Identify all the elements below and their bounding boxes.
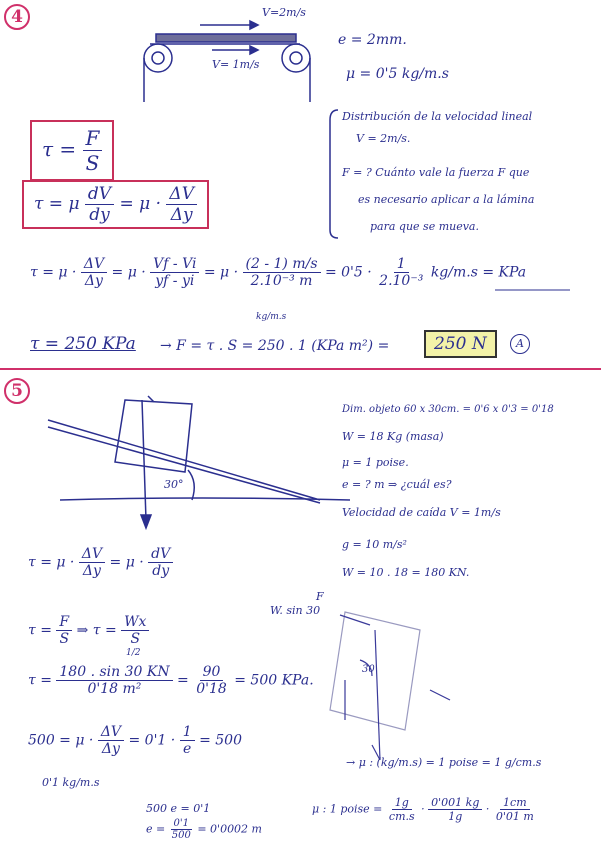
eq1-eq2: = μ · <box>111 264 146 281</box>
unit2-den3: 0'01 m <box>495 810 534 823</box>
data-dimensions: Dim. objeto 60 x 30cm. = 0'6 x 0'3 = 0'18 <box>342 404 554 415</box>
given-thickness: e = 2mm. <box>338 32 407 48</box>
p5-formula-4 <box>28 724 242 757</box>
data-velocity: Velocidad de caída V = 1m/s <box>342 506 501 519</box>
f1-den1: Δy <box>82 563 101 579</box>
box2-mid: = μ · <box>119 194 162 214</box>
eq1-mu: = μ · <box>203 264 239 281</box>
f1-lhs: τ = μ · <box>28 554 75 571</box>
p5-formula-6 <box>146 818 262 841</box>
data-weight-force: W = 10 . 18 = 180 KN. <box>342 566 470 579</box>
given-viscosity: μ = 0'5 kg/m.s <box>346 66 449 82</box>
f2-lhs: τ = <box>28 622 52 639</box>
box2-num2: ΔV <box>166 184 197 205</box>
problem-4-number: 4 <box>4 4 30 30</box>
unit2-num2: 0'001 kg <box>428 796 482 810</box>
eq1-lhs: τ = μ · <box>30 264 77 281</box>
unit2-num3: 1cm <box>500 796 530 810</box>
diagram-force-label: F <box>316 590 324 603</box>
note-force-question-3: para que se mueva. <box>370 220 479 233</box>
f1-num2: dV <box>148 546 173 563</box>
belt-top-velocity: V=2m/s <box>262 6 306 19</box>
p5-formula-3 <box>28 664 314 697</box>
box1-den: S <box>85 151 100 175</box>
box1-lhs: τ = <box>42 137 77 161</box>
f4-den2: e <box>183 741 192 757</box>
free-body-sketch <box>330 612 450 760</box>
diagram-weight-label: W. sin 30 <box>270 604 321 617</box>
belt-bottom-velocity: V= 1m/s <box>212 58 260 71</box>
answer-tag: A <box>510 334 530 354</box>
f6-res: = 0'0002 m <box>197 822 262 836</box>
problem-5-number: 5 <box>4 378 30 404</box>
eq1-units: kg/m.s = KPa <box>430 264 527 281</box>
f3-res: = 500 KPa. <box>234 672 314 689</box>
f3-eq: = <box>177 672 189 689</box>
formula-box-viscosity <box>22 180 209 229</box>
equation-stress-calc <box>30 256 526 289</box>
eq1-unit-note: kg/m.s <box>256 312 287 322</box>
box2-num1: dV <box>85 184 114 205</box>
f2-num1: F <box>56 614 72 631</box>
unit-conversion-2: μ : 1 poise = $\frac{1g}{cm.s}$ · $\frac{0'001 kg}{1g}$ · $\frac{1cm}{0'01 m}$ <box>312 796 537 823</box>
unit2-den2: 1g <box>448 810 463 823</box>
p5-formula-2 <box>28 614 149 647</box>
eq1-val: = 0'5 · <box>324 264 372 281</box>
data-weight: W = 18 Kg (masa) <box>342 430 444 443</box>
f4-lhs: 500 = μ · <box>28 732 94 749</box>
f4-under: 0'1 kg/m.s <box>42 776 100 789</box>
box2-lhs: τ = μ <box>34 194 80 214</box>
f3-den2: 0'18 <box>196 681 227 697</box>
p5-formula-5: 500 e = 0'1 <box>146 802 211 815</box>
f4-res: = 500 <box>199 732 242 749</box>
box2-den1: dy <box>89 205 110 225</box>
unit2-num1: 1g <box>392 796 412 810</box>
eq1-num4: 1 <box>394 256 409 273</box>
f3-den: 0'18 m² <box>87 681 142 697</box>
unit-conversion-1: → μ : (kg/m.s) = 1 poise = 1 g/cm.s <box>346 756 542 769</box>
note-distribution: Distribución de la velocidad lineal <box>342 110 533 123</box>
f1-mid: = μ · <box>109 554 144 571</box>
incline-angle: 30° <box>164 478 184 491</box>
note-force-question-2: es necesario aplicar a la lámina <box>358 193 535 206</box>
eq1-den2: yf - yi <box>155 273 195 289</box>
f2-den1: S <box>59 631 70 647</box>
f3-half: 1/2 <box>126 648 141 658</box>
f1-num1: ΔV <box>79 546 105 563</box>
f4-num2: 1 <box>180 724 195 741</box>
f2-den2: S <box>130 631 141 647</box>
f4-mid: = 0'1 · <box>128 732 176 749</box>
formula-box-stress <box>30 120 114 181</box>
f3-num2: 90 <box>200 664 224 681</box>
p5-formula-1 <box>28 546 173 579</box>
data-thickness: e = ? m ⇒ ¿cuál es? <box>342 478 452 491</box>
eq1-den1: Δy <box>84 273 103 289</box>
f6-den: 500 <box>171 830 191 841</box>
force-result-box: 250 N <box>424 330 497 358</box>
note-velocity: V = 2m/s. <box>356 132 411 145</box>
section-separator <box>0 368 601 370</box>
eq1-num1: ΔV <box>81 256 107 273</box>
note-force-question: F = ? Cuánto vale la fuerza F que <box>342 166 530 179</box>
box2-den2: Δy <box>170 205 193 225</box>
data-gravity: g = 10 m/s² <box>342 538 407 551</box>
f6-lhs: e = <box>146 822 166 836</box>
eq1-num3: (2 - 1) m/s <box>243 256 321 273</box>
data-viscosity: μ = 1 poise. <box>342 456 409 469</box>
f2-mid: ⇒ τ = <box>76 622 117 639</box>
incline-diagram <box>48 396 350 528</box>
stress-result: τ = 250 KPa <box>30 334 136 354</box>
eq1-den3: 2.10⁻³ m <box>250 273 313 289</box>
f6-num: 0'1 <box>171 818 192 830</box>
f3-lhs: τ = <box>28 672 52 689</box>
unit2-den1: cm.s <box>388 810 415 823</box>
f4-num1: ΔV <box>98 724 124 741</box>
eq1-den4: 2.10⁻³ <box>379 273 424 289</box>
force-calc: → F = τ . S = 250 . 1 (KPa m²) = <box>160 338 390 354</box>
eq1-num2: Vf - Vi <box>150 256 199 273</box>
unit2-lhs: μ : 1 poise = <box>312 802 383 816</box>
f4-den1: Δy <box>101 741 120 757</box>
f1-den2: dy <box>152 563 170 579</box>
f2-num2: Wx <box>121 614 149 631</box>
f3-num: 180 . sin 30 KN <box>56 664 172 681</box>
diagram-angle-label: 30 <box>362 664 375 675</box>
box1-num: F <box>83 126 103 151</box>
